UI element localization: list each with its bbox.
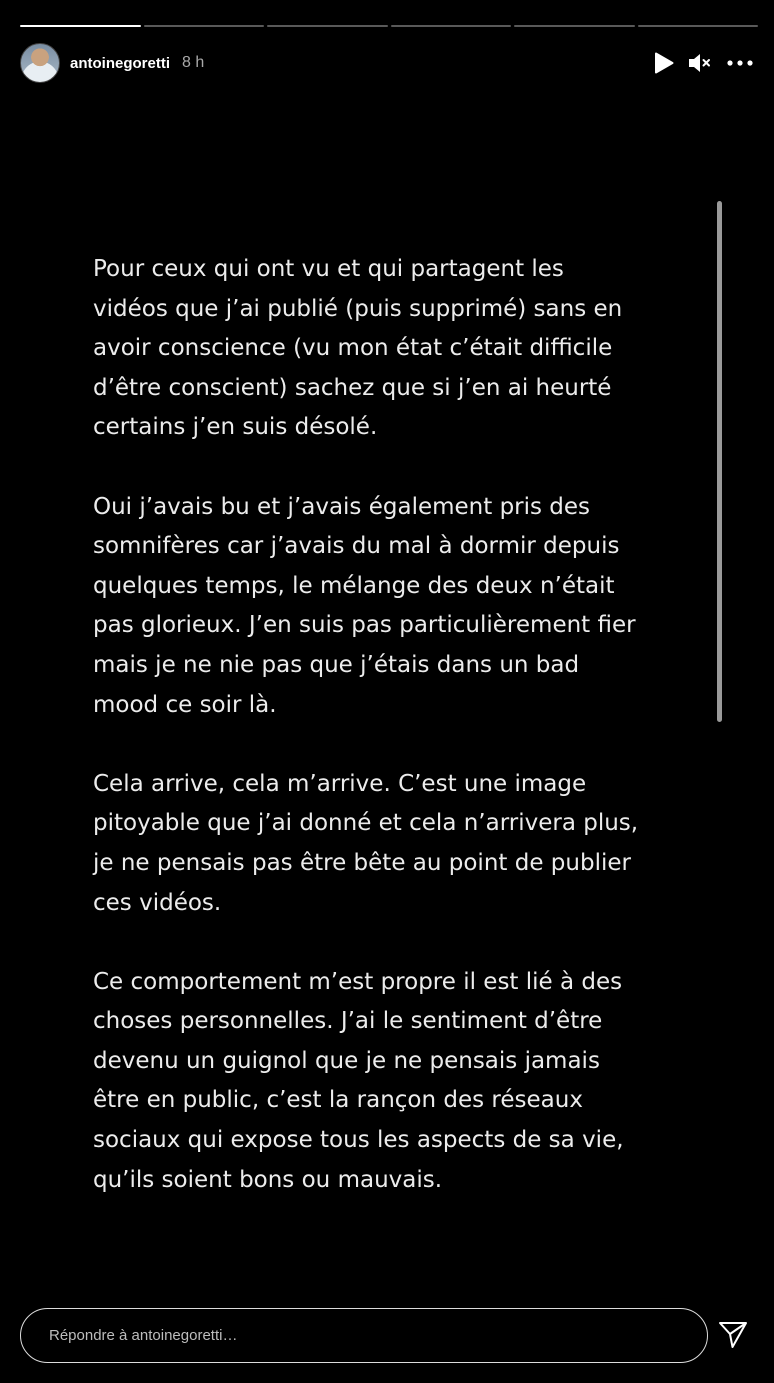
story-text-content [93, 250, 693, 1240]
play-button[interactable] [654, 52, 674, 74]
story-progress-bar [20, 25, 758, 27]
post-time: 8 h [182, 54, 205, 71]
story-paragraph: Ce comportement m’est propre il est lié à des choses personnelles. J’ai le sentiment d’être devenu un guignol que je ne pensais jamais être en public, c’est la rançon des réseaux sociaux qui expose tous les aspects de sa vie, qu’ils soient bons ou mauvais. [93, 968, 624, 1193]
progress-segment [638, 25, 759, 27]
progress-fill [20, 25, 141, 27]
content-scrollbar[interactable] [717, 201, 722, 722]
progress-segment [144, 25, 265, 27]
send-button[interactable] [716, 1318, 750, 1352]
progress-segment [514, 25, 635, 27]
story-paragraph: Oui j’avais bu et j’avais également pris des somnifères car j’avais du mal à dormir depuis quelques temps, le mélange des deux n’était pas glorieux. J’en suis pas particulièrement fier mais je ne nie pas que j’étais dans un bad mood ce soir là. [93, 493, 636, 718]
progress-segment [20, 25, 141, 27]
reply-input[interactable] [47, 1326, 707, 1345]
send-icon [718, 1321, 748, 1349]
muted-speaker-icon [688, 52, 712, 74]
play-icon [654, 52, 674, 74]
avatar[interactable] [20, 43, 60, 83]
more-options-icon [726, 59, 754, 67]
progress-segment [267, 25, 388, 27]
mute-button[interactable] [688, 52, 712, 74]
story-controls [654, 52, 754, 74]
progress-segment [391, 25, 512, 27]
story-header [20, 43, 754, 83]
reply-field-container[interactable] [20, 1308, 708, 1363]
username[interactable]: antoinegoretti [70, 54, 170, 72]
story-paragraph: Pour ceux qui ont vu et qui partagent les vidéos que j’ai publié (puis supprimé) sans en avoir conscience (vu mon état c’était difficile d’être conscient) sachez que si j’en ai heurté certains j’en suis désolé. [93, 256, 623, 441]
more-options-button[interactable] [726, 59, 754, 67]
story-paragraph: Cela arrive, cela m’arrive. C’est une image pitoyable que j’ai donné et cela n’arrivera plus, je ne pensais pas être bête au point de publier ces vidéos. [93, 770, 639, 916]
